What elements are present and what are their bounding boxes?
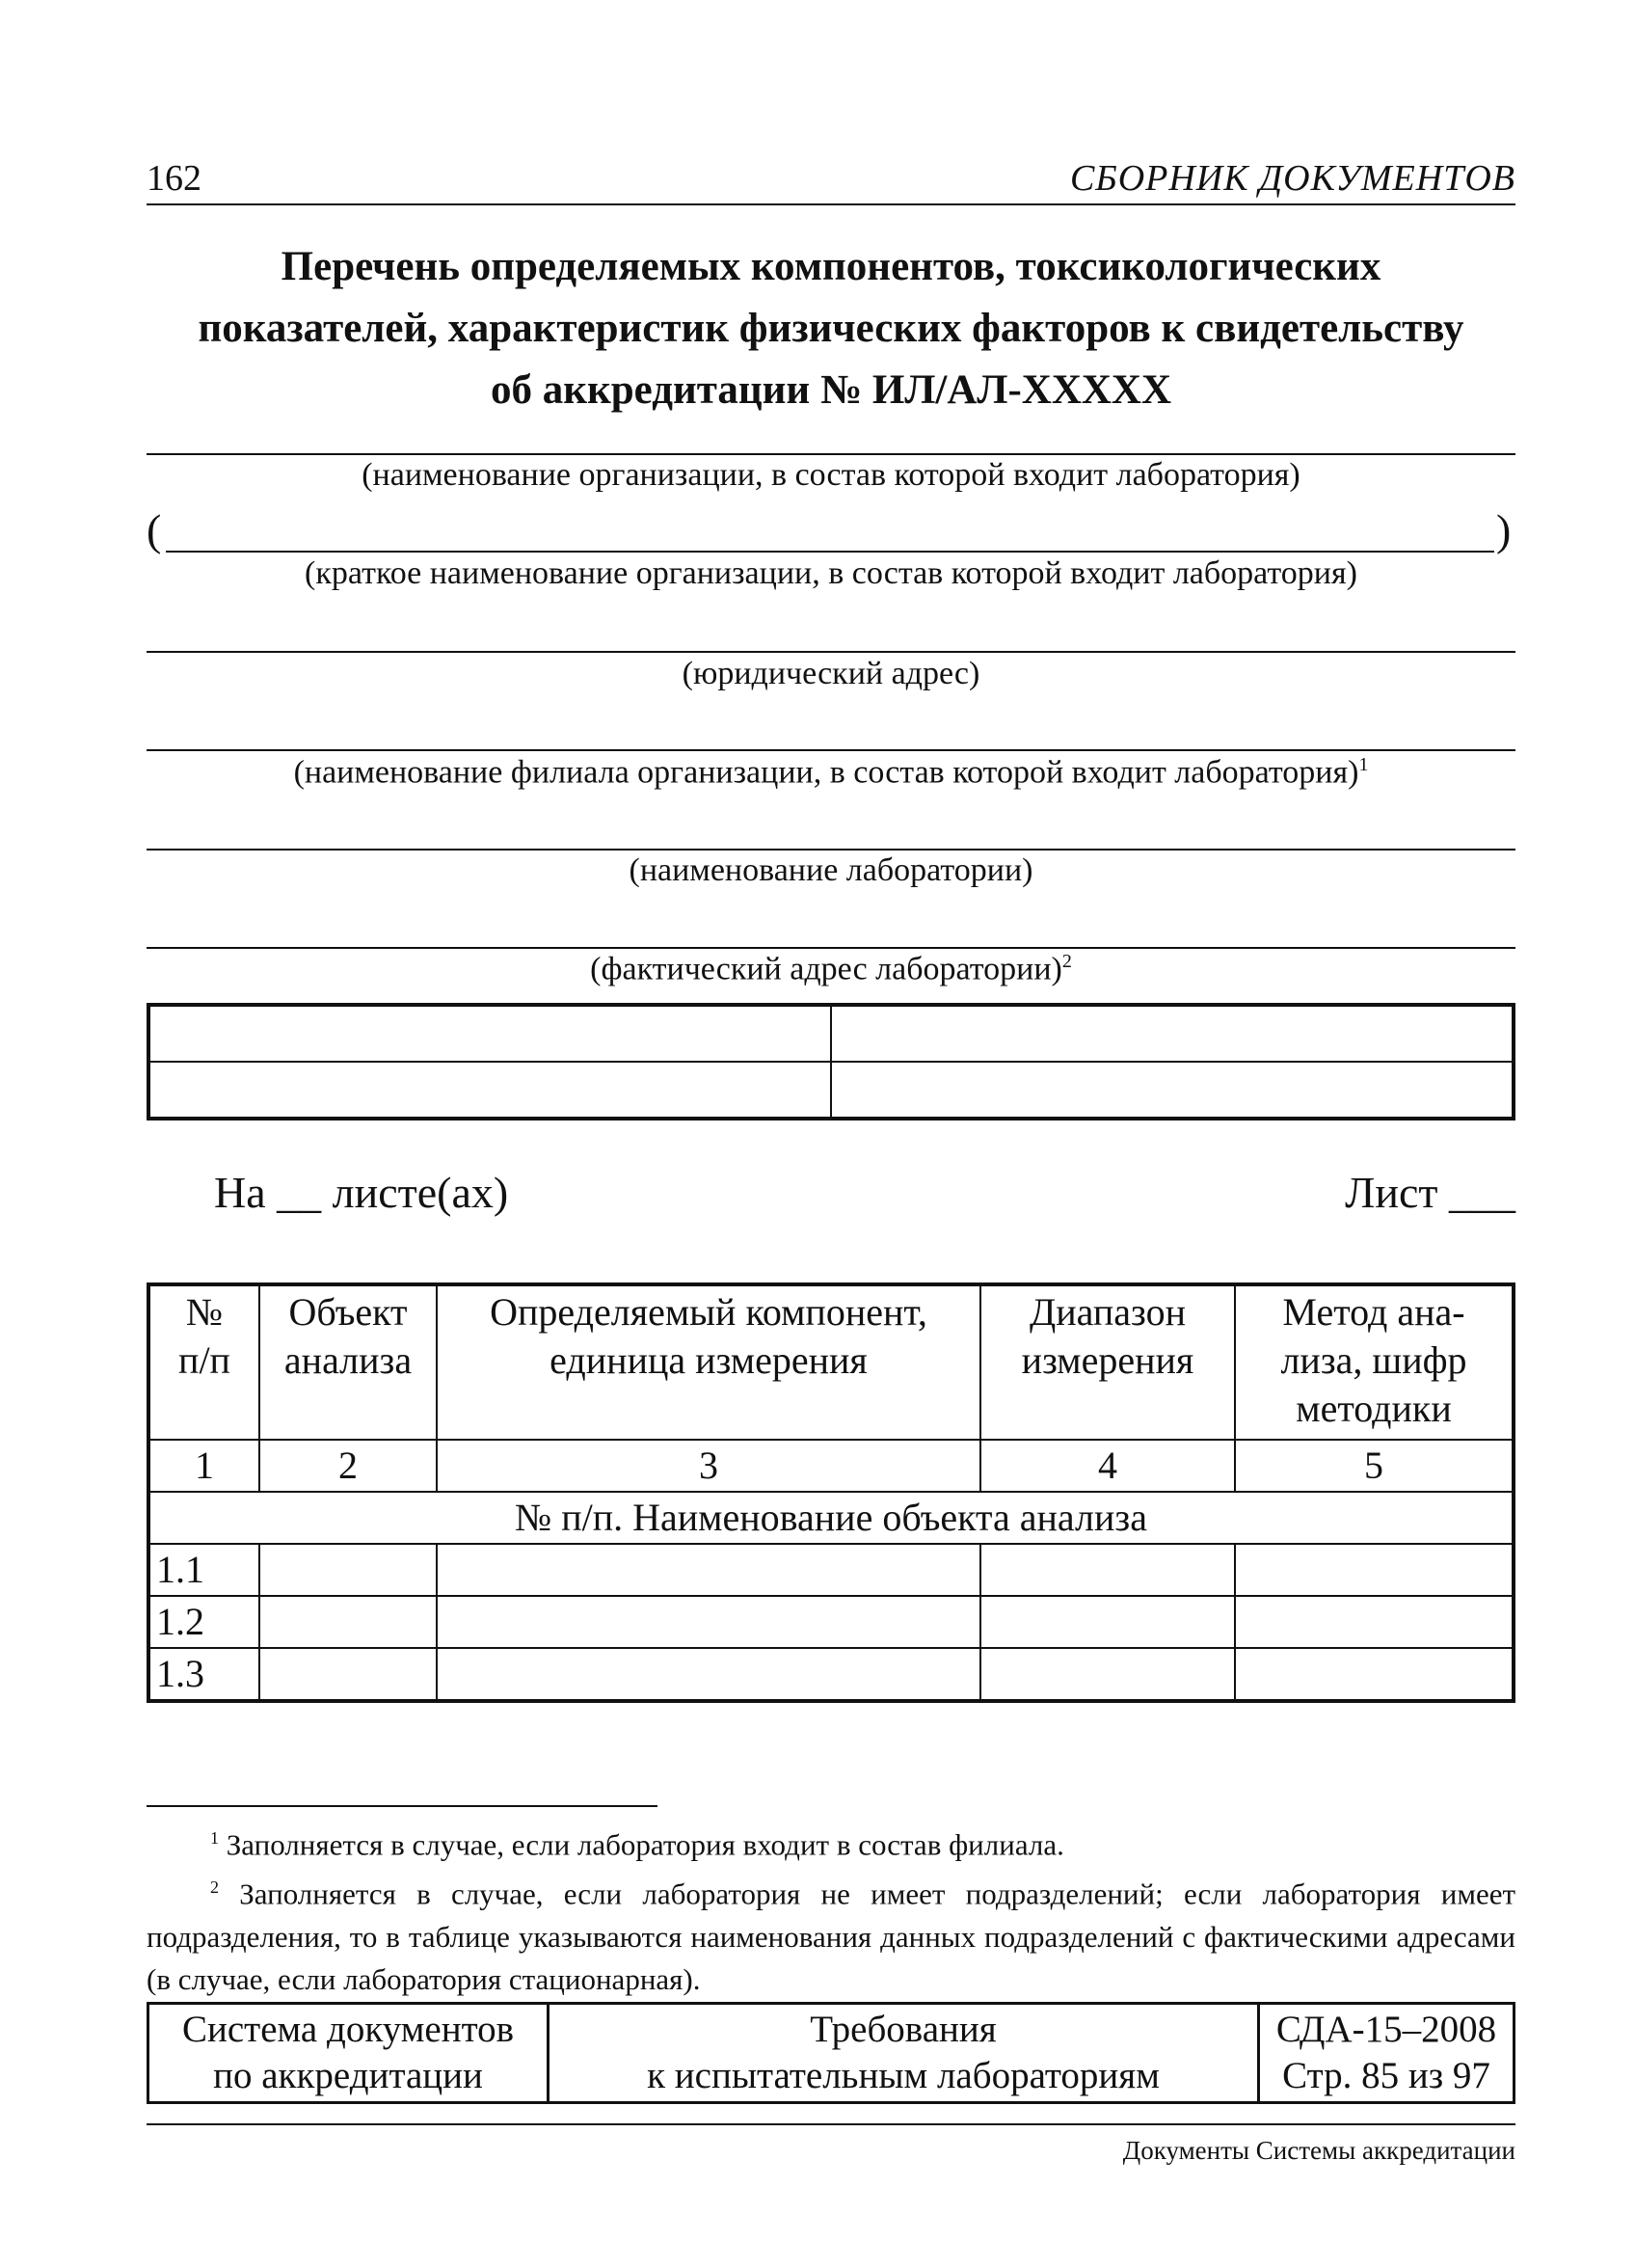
table-cell [259, 1544, 437, 1596]
table-header-row [148, 1284, 1514, 1440]
table-cell [437, 1648, 980, 1701]
actual-address-line [147, 947, 1515, 949]
address-grid-cell [148, 1062, 831, 1119]
short-name-caption: (краткое наименование организации, в состав которой входит лаборатория) [305, 555, 1357, 591]
sheet-number: Лист ___ [1345, 1168, 1515, 1217]
document-stamp [147, 2002, 1515, 2104]
stamp-system: Система документов по аккредитации [148, 2004, 549, 2103]
table-cell [980, 1648, 1235, 1701]
address-grid-row [148, 1005, 1514, 1062]
collection-title: СБОРНИК ДОКУМЕНТОВ [1069, 158, 1515, 199]
column-number: 1 [148, 1440, 259, 1492]
header-cell-object: Объект анализа [259, 1284, 437, 1440]
table-row [148, 1596, 1514, 1648]
footnote-ref-2: 2 [1061, 951, 1072, 972]
table-row [148, 1544, 1514, 1596]
actual-address-caption: (фактический адрес лаборатории)$^2$ [590, 951, 1072, 987]
document-title [147, 236, 1515, 421]
sheets-count: На __ листе(ах) [214, 1168, 509, 1217]
column-number-row [148, 1440, 1514, 1492]
stamp-code: СДА-15–2008 Стр. 85 из 97 [1259, 2004, 1514, 2103]
footnote-2: $^2$ Заполняется в случае, если лаборатория не имеет подразделений; если лаборатория имеет подразделения, то в таблице указываются наименования данных подразделений с фактическими адресами (в случае, если лаборатория стационарная). [147, 1876, 1516, 1996]
title-line-1: Перечень определяемых компонентов, токсикологических [281, 244, 1381, 289]
lab-name-line [147, 849, 1515, 850]
open-paren: ( [147, 505, 162, 554]
row-number: 1.2 [148, 1596, 259, 1648]
table-cell [437, 1544, 980, 1596]
header-cell-component: Определяемый компонент, единица измерения [437, 1284, 980, 1440]
org-name-line [147, 453, 1515, 455]
footnote-1: $^1$ Заполняется в случае, если лаборатория входит в состав филиала. [210, 1827, 1064, 1862]
branch-name-line [147, 749, 1515, 751]
bottom-caption: Документы Системы аккредитации [1122, 2136, 1515, 2165]
title-line-2: показателей, характеристик физических факторов к свидетельству [198, 306, 1464, 351]
section-row [148, 1492, 1514, 1544]
table-row [148, 1648, 1514, 1701]
column-number: 2 [259, 1440, 437, 1492]
section-title: № п/п. Наименование объекта анализа [148, 1492, 1514, 1544]
page-number: 162 [147, 158, 201, 199]
row-number: 1.1 [148, 1544, 259, 1596]
footnote-rule [147, 1805, 657, 1807]
short-name-line [166, 551, 1494, 553]
table-cell [980, 1544, 1235, 1596]
table-cell [259, 1648, 437, 1701]
table-cell [1235, 1544, 1514, 1596]
header-cell-range: Диапазон измерения [980, 1284, 1235, 1440]
table-cell [980, 1596, 1235, 1648]
stamp-requirements: Требования к испытательным лабораториям [549, 2004, 1259, 2103]
column-number: 5 [1235, 1440, 1514, 1492]
title-line-3: об аккредитации № ИЛ/АЛ-XXXXX [490, 367, 1172, 413]
running-header [147, 149, 1515, 205]
address-grid-cell [148, 1005, 831, 1062]
close-paren: ) [1496, 505, 1512, 554]
legal-address-line [147, 651, 1515, 653]
table-cell [1235, 1596, 1514, 1648]
table-cell [259, 1596, 437, 1648]
stamp-row [148, 2004, 1514, 2103]
address-grid [147, 1003, 1515, 1120]
header-cell-number: № п/п [148, 1284, 259, 1440]
address-grid-cell [831, 1062, 1514, 1119]
org-name-caption: (наименование организации, в состав которой входит лаборатория) [362, 457, 1300, 493]
bottom-rule [147, 2123, 1515, 2125]
header-cell-method: Метод ана- лиза, шифр методики [1235, 1284, 1514, 1440]
lab-name-caption: (наименование лаборатории) [629, 852, 1033, 888]
row-number: 1.3 [148, 1648, 259, 1701]
table-cell [437, 1596, 980, 1648]
address-grid-row [148, 1062, 1514, 1119]
column-number: 3 [437, 1440, 980, 1492]
address-grid-cell [831, 1005, 1514, 1062]
branch-name-caption: (наименование филиала организации, в состав которой входит лаборатория)$^1$ [293, 754, 1369, 791]
components-table [147, 1282, 1515, 1703]
legal-address-caption: (юридический адрес) [682, 656, 980, 691]
footnotes [147, 1817, 1515, 2001]
footnote-ref-1: 1 [1358, 754, 1369, 775]
column-number: 4 [980, 1440, 1235, 1492]
table-cell [1235, 1648, 1514, 1701]
